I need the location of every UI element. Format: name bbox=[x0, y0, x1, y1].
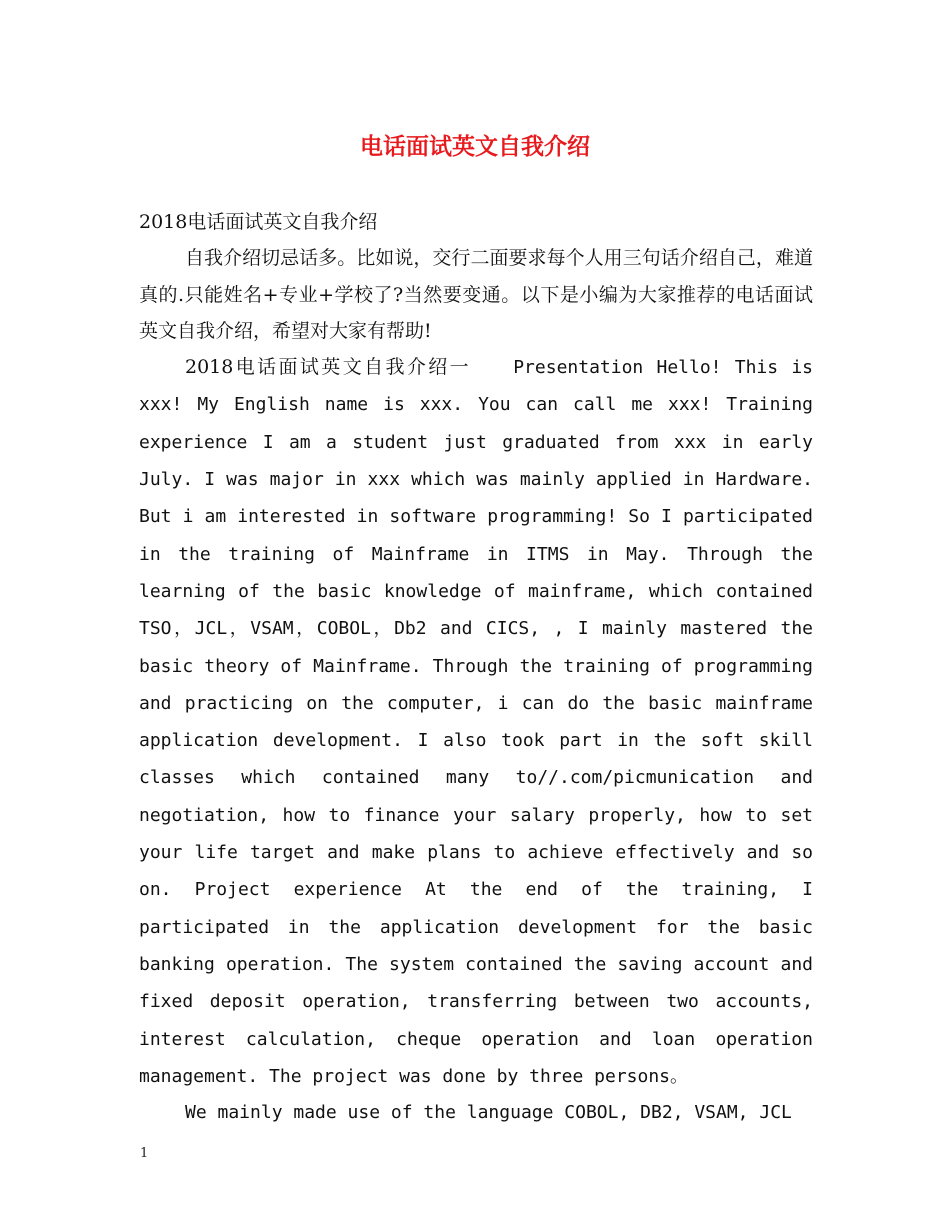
page-number: 1 bbox=[140, 1146, 149, 1161]
english-paragraph-2: We mainly made use of the language COBOL, DB2, VSAM, JCL bbox=[185, 1102, 792, 1124]
english-paragraph-1: Presentation Hello! This is xxx! My English name is xxx. You can call me xxx! Training experience I am a student just graduated from xxx in early July. I was major in xxx which was mainly applied in Hardware. But i am interested in software programming! So I participated in the training of Mainframe in ITMS in May. Through the learning of the basic knowledge of mainframe, which contained TSO，JCL，VSAM，COBOL，Db2 and CICS, , I mainly mastered the basic theory of Mainframe. Through the training of programming and practicing on the computer, i can do the basic mainframe application development. I also took part in the soft skill classes which contained many to//.com/picmunication and negotiation, how to finance your salary properly, how to set your life target and make plans to achieve effectively and so on. Project experience At the end of the training, I participated in the application development for the basic banking operation. The system contained the saving account and fixed deposit operation, transferring between two accounts, interest calculation, cheque operation and loan operation management. The project was done by three persons。 bbox=[139, 357, 813, 1087]
section-heading: 2018电话面试英文自我介绍一 bbox=[185, 356, 472, 379]
document-title: 电话面试英文自我介绍 bbox=[360, 134, 590, 160]
document-body bbox=[139, 204, 813, 1131]
intro-paragraph: 自我介绍切忌话多。比如说，交行二面要求每个人用三句话介绍自己，难道真的.只能姓名+专业+学校了?当然要变通。以下是小编为大家推荐的电话面试英文自我介绍，希望对大家有帮助! bbox=[139, 247, 813, 342]
document-subtitle: 2018电话面试英文自我介绍 bbox=[139, 211, 378, 233]
section-paragraph bbox=[139, 349, 813, 1095]
